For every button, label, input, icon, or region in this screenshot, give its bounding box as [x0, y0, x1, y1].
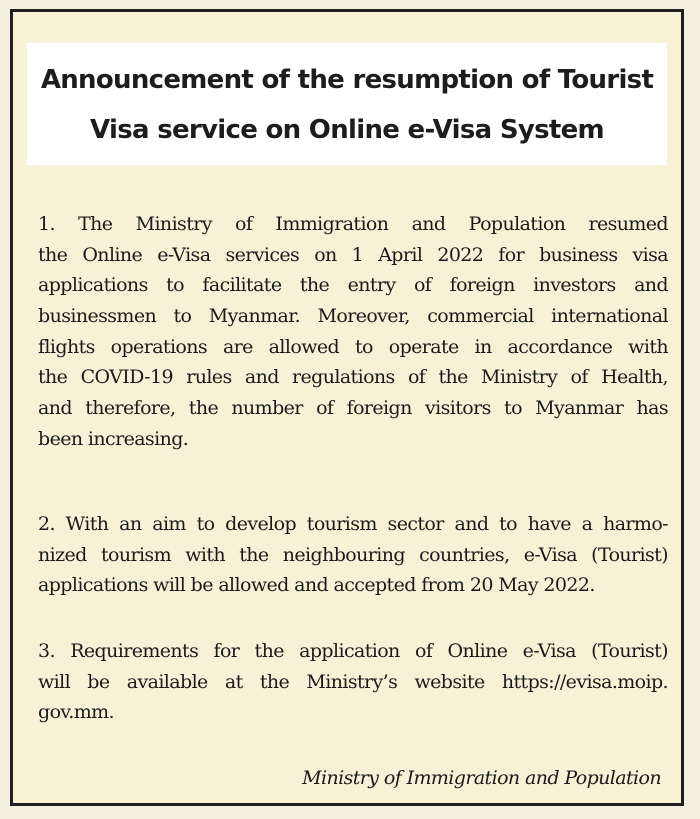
paragraph-1-line: flights operations are allowed to operate in accordance with — [38, 335, 668, 358]
paragraph-1-line: businessmen to Myanmar. Moreover, commercial international — [38, 305, 668, 328]
paragraph-3-line: 3. Requirements for the application of Online e-Visa (Tourist) — [38, 640, 668, 662]
paragraph-1-line: and therefore, the number of foreign visitors to Myanmar has — [38, 397, 668, 420]
paragraph-3-line: will be available at the Ministry’s website https://evisa.moip. — [38, 670, 668, 693]
paragraph-1-line: been increasing. — [38, 427, 189, 450]
signature: Ministry of Immigration and Population — [302, 767, 661, 789]
title-line-1: Announcement of the resumption of Tourist — [40, 65, 654, 95]
paragraph-2-line: 2. With an aim to develop tourism sector and to have a harmo- — [38, 513, 668, 535]
paragraph-1-line: applications to facilitate the entry of foreign investors and — [38, 274, 668, 297]
paragraph-3 — [38, 636, 668, 728]
paragraph-1-line: 1. The Ministry of Immigration and Population resumed — [38, 213, 668, 235]
title-box — [27, 43, 667, 165]
announcement-frame — [10, 9, 684, 806]
paragraph-2-line: nized tourism with the neighbouring countries, e-Visa (Tourist) — [38, 543, 668, 566]
paragraph-3-line: gov.mm. — [38, 701, 114, 724]
title-line-2: Visa service on Online e-Visa System — [90, 115, 604, 145]
paragraph-1-line: the Online e-Visa services on 1 April 2022 for business visa — [38, 243, 668, 266]
paragraph-2-line: applications will be allowed and accepted from 20 May 2022. — [38, 574, 595, 597]
paragraph-2 — [38, 509, 668, 601]
paragraph-1 — [38, 209, 668, 455]
paragraph-1-line: the COVID-19 rules and regulations of the Ministry of Health, — [38, 366, 668, 389]
